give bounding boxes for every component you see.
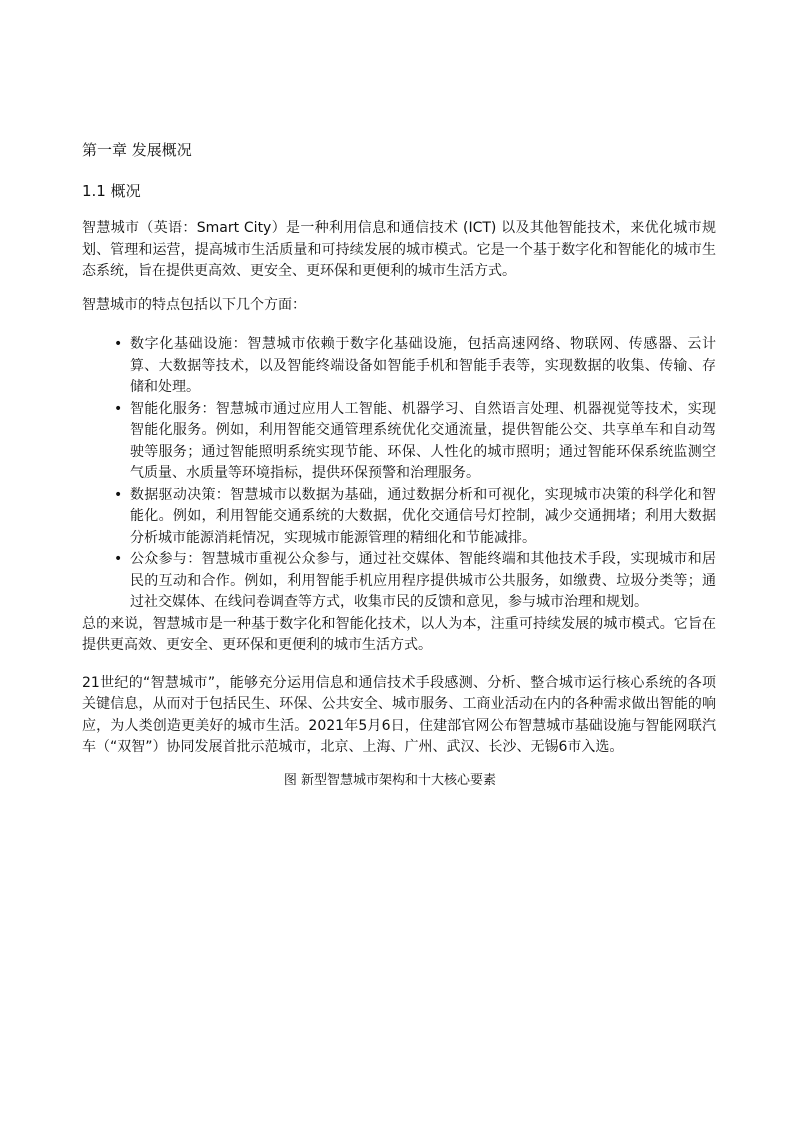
feature-item-smart-services	[112, 399, 716, 485]
features-list	[82, 334, 716, 614]
summary-paragraph: 总的来说，智慧城市是一种基于数字化和智能化技术，以人为本，注重可持续发展的城市模式。它旨在提供更高效、更安全、更环保和更便利的城市生活方式。	[82, 615, 716, 653]
feature-text: 公众参与：智慧城市重视公众参与，通过社交媒体、智能终端和其他技术手段，实现城市和居民的互动和合作。例如，利用智能手机应用程序提供城市公共服务，如缴费、垃圾分类等；通过社交媒体、在线问卷调查等方式，收集市民的反馈和意见，参与城市治理和规划。	[130, 551, 716, 610]
figure-caption: 图 新型智慧城市架构和十大核心要素	[283, 772, 497, 788]
feature-text: 智能化服务：智慧城市通过应用人工智能、机器学习、自然语言处理、机器视觉等技术，实现智能化服务。例如，利用智能交通管理系统优化交通流量，提供智能公交、共享单车和自动驾驶等服务；通过智能照明系统实现节能、环保、人性化的城市照明；通过智能环保系统监测空气质量、水质量等环境指标，提供环保预警和治理服务。	[130, 400, 716, 481]
chapter-title: 第一章 发展概况	[82, 141, 192, 159]
bullet-icon: •	[114, 551, 123, 567]
feature-item-public-participation	[112, 549, 716, 614]
bullet-icon: •	[114, 336, 123, 352]
feature-item-data-driven-decisions	[112, 485, 716, 550]
feature-text: 数字化基础设施：智慧城市依赖于数字化基础设施，包括高速网络、物联网、传感器、云计算、大数据等技术，以及智能终端设备如智能手机和智能手表等，实现数据的收集、传输、存储和处理。	[130, 336, 716, 395]
bullet-icon: •	[114, 400, 123, 417]
document-body	[82, 139, 716, 791]
bullet-icon: •	[114, 486, 123, 503]
section-title: 1.1 概况	[82, 182, 141, 200]
feature-text: 数据驱动决策：智慧城市以数据为基础，通过数据分析和可视化，实现城市决策的科学化和智能化。例如，利用智能交通系统的大数据，优化交通信号灯控制，减少交通拥堵；利用大数据分析城市能源消耗情况，实现城市能源管理的精细化和节能减排。	[130, 486, 716, 546]
intro-paragraph: 智慧城市（英语：Smart City）是一种利用信息和通信技术 (ICT) 以及其他智能技术，来优化城市规划、管理和运营，提高城市生活质量和可持续发展的城市模式。它是一个基于数字化和智能化的城市生态系统，旨在提供更高效、更安全、更环保和更便利的城市生活方式。	[82, 220, 716, 279]
feature-item-digital-infrastructure	[112, 334, 716, 399]
features-intro: 智慧城市的特点包括以下几个方面：	[82, 296, 306, 313]
history-paragraph: 21世纪的“智慧城市”，能够充分运用信息和通信技术手段感测、分析、整合城市运行核心系统的各项关键信息，从而对于包括民生、环保、公共安全、城市服务、工商业活动在内的各种需求做出智能的响应，为人类创造更美好的城市生活。2021年5月6日，住建部官网公布智慧城市基础设施与智能网联汽车（“双智”）协同发展首批示范城市，北京、上海、广州、武汉、长沙、无锡6市入选。	[82, 674, 716, 755]
